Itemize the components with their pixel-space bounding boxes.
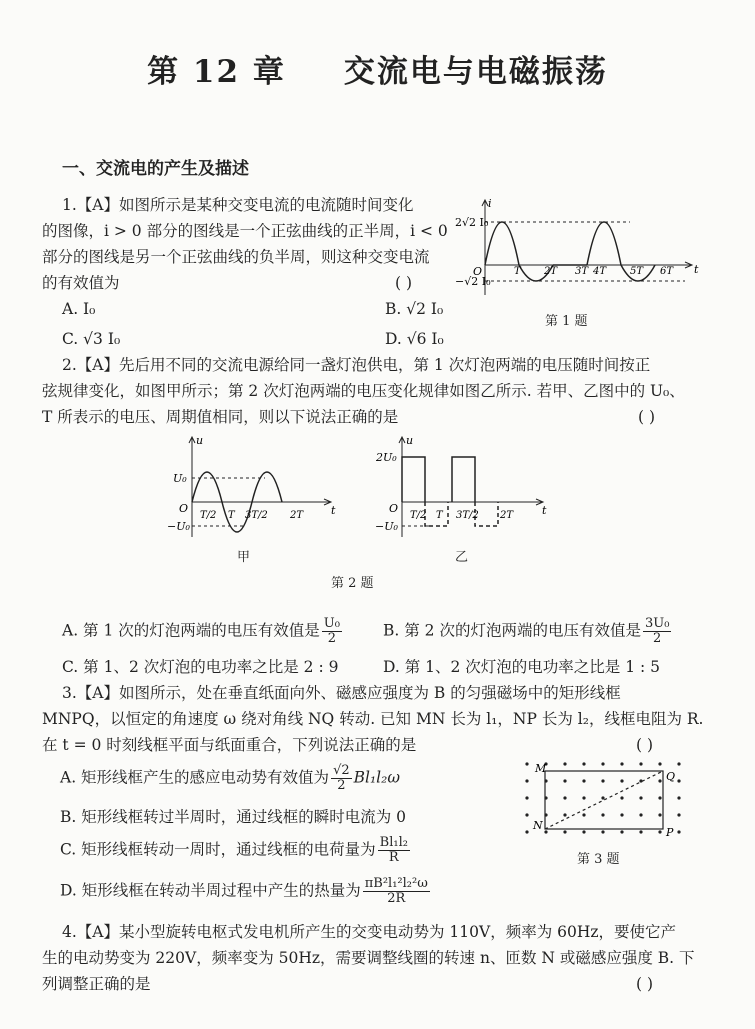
q2-option-b-frac [643,617,671,646]
field-dot [563,796,566,799]
corner-Q: Q [666,770,676,783]
field-dot [525,796,528,799]
q3-line-1: 3.【A】如图所示，处在垂直纸面向外、磁感应强度为 B 的匀强磁场中的矩形线框 [62,684,621,702]
frac-den: 2R [387,891,406,906]
axis-NQ [545,771,663,829]
frac-den: R [388,850,399,865]
q1-tick-6T: 6T [660,266,674,277]
q2b-ybottom: −U₀ [375,520,398,533]
q3-option-a [60,764,400,793]
q2-label-b: 乙 [455,550,469,565]
corner-N: N [533,819,543,832]
frac-num: √2 [333,763,350,778]
q1-tick-T: T [514,266,521,277]
q2b-tick-1: T/2 [410,510,427,521]
field-dot [582,762,585,765]
q3-option-d [60,877,432,906]
q2-option-a [62,617,344,646]
field-dot [639,813,642,816]
field-dot [677,830,680,833]
field-dot [544,830,547,833]
q2-label-a: 甲 [237,550,251,565]
field-dot [658,830,661,833]
q2b-tick-2: T [436,510,443,521]
field-dot [658,813,661,816]
q2-figure-b [370,432,550,542]
q4-line-3: 列调整正确的是 [42,975,151,993]
field-dot [601,762,604,765]
field-dot [601,796,604,799]
q1-option-a: A. I₀ [62,300,96,318]
q1-tick-3T: 3T [575,266,589,277]
field-dot [582,830,585,833]
field-dot [525,779,528,782]
q2-option-a-text: A. 第 1 次的灯泡两端的电压有效值是 [62,621,320,640]
field-dot [658,796,661,799]
q1-option-d: D. √6 I₀ [385,330,444,348]
field-dot [677,762,680,765]
field-dot [639,762,642,765]
field-dot [620,762,623,765]
field-dot [677,796,680,799]
q1-caption: 第 1 题 [545,314,588,329]
q1-axis-t: t [694,263,699,276]
field-dot [601,830,604,833]
field-dot [620,779,623,782]
field-dot [639,796,642,799]
q2a-origin: O [179,502,189,515]
q4-line-1: 4.【A】某小型旋转电枢式发电机所产生的交变电动势为 110V，频率为 60Hz，要使它产 [62,923,677,941]
field-dot [582,813,585,816]
q3-option-c-text: C. 矩形线框转动一周时，通过线框的电荷量为 [60,840,376,859]
q2a-axis-u: u [196,434,204,447]
q1-option-c: C. √3 I₀ [62,330,121,348]
q1-line-3: 部分的图线是另一个正弦曲线的负半周，则这种交变电流 [42,248,430,266]
field-dot [677,813,680,816]
corner-P: P [666,826,674,838]
q2a-tick-4: 2T [290,510,304,521]
field-dot [525,762,528,765]
chapter-number: 第 12 章 [147,54,286,90]
q2b-ytop: 2U₀ [376,451,397,464]
q4-line-2: 生的电动势变为 220V，频率变为 50Hz，需要调整线圈的转速 n、匝数 N 或磁感应强度 B. 下 [42,949,695,967]
q2a-ybottom: −U₀ [167,520,190,533]
frac-den: 2 [653,631,662,646]
q2b-axis-u: u [406,434,414,447]
q1-tick-5T: 5T [630,266,644,277]
q2b-axis-t: t [542,504,547,517]
frac-den: 2 [337,778,346,793]
q2-figure-a [165,432,340,542]
q2-option-d: D. 第 1、2 次灯泡的电功率之比是 1 : 5 [383,658,661,676]
q2a-tick-3: 3T/2 [245,510,268,521]
chapter-title [0,46,755,91]
q3-line-2: MNPQ，以恒定的角速度 ω 绕对角线 NQ 转动. 已知 MN 长为 l₁，NP 长为 l₂，线框电阻为 R. [42,710,704,728]
q2-option-a-frac [322,617,342,646]
q3-option-d-text: D. 矩形线框在转动半周过程中产生的热量为 [60,881,361,900]
q1-axis-i: i [488,197,492,210]
q3-caption: 第 3 题 [577,852,620,867]
q1-tick-2T: 2T [544,266,558,277]
q2-line-2: 弦规律变化，如图甲所示；第 2 次灯泡两端的电压变化规律如图乙所示. 若甲、乙图中的 U₀、 [42,382,685,400]
field-dot [601,813,604,816]
field-dot [525,830,528,833]
q3-option-a-frac [331,764,352,793]
q1-answer-paren: ( ) [395,274,413,292]
q3-figure [515,758,695,838]
q3-answer-paren: ( ) [636,736,654,754]
corner-M: M [535,762,547,775]
q2-line-3: T 所表示的电压、周期值相同，则以下说法正确的是 [42,408,399,426]
frac-num: πB²l₁²l₂²ω [364,876,428,891]
field-dot [525,813,528,816]
q4-answer-paren: ( ) [636,975,654,993]
q1-option-b: B. √2 I₀ [385,300,444,318]
field-dot [563,762,566,765]
field-dot [601,779,604,782]
q2a-tick-2: T [228,510,235,521]
q3-option-a-text: A. 矩形线框产生的感应电动势有效值为 [60,768,330,787]
q2-option-b [383,617,673,646]
q3-line-3: 在 t = 0 时刻线框平面与纸面重合，下列说法正确的是 [42,736,417,754]
q3-option-d-frac [363,877,430,906]
field-dot [582,779,585,782]
frac-num: U₀ [323,616,340,631]
q1-line-2: 的图像，i > 0 部分的图线是一个正弦曲线的正半周，i < 0 [42,222,448,240]
q1-ytop: 2√2 I₀ [455,216,489,229]
field-dot [582,796,585,799]
q2-line-1: 2.【A】先后用不同的交流电源给同一盏灯泡供电，第 1 次灯泡两端的电压随时间按正 [62,356,651,374]
q2-caption: 第 2 题 [331,576,374,591]
q1-figure [455,195,705,300]
field-dot [620,796,623,799]
q2a-axis-t: t [331,504,336,517]
chapter-name: 交流电与电磁振荡 [343,54,608,90]
field-dot [563,813,566,816]
field-dot [658,762,661,765]
q1-line-4: 的有效值为 [42,274,120,292]
q2a-tick-1: T/2 [200,510,217,521]
field-dot [563,830,566,833]
field-dot [658,779,661,782]
q1-origin: O [473,265,483,278]
field-dot [677,779,680,782]
section-heading: 一、交流电的产生及描述 [62,159,249,179]
field-dot [620,830,623,833]
q2b-origin: O [389,502,399,515]
q3-option-c-frac [378,836,410,865]
q3-option-b: B. 矩形线框转过半周时，通过线框的瞬时电流为 0 [60,808,407,826]
frac-num: Bl₁l₂ [379,835,408,850]
field-dot [620,813,623,816]
q1-ybottom: −√2 I₀ [455,275,491,288]
q2-answer-paren: ( ) [638,408,656,426]
q2-option-c: C. 第 1、2 次灯泡的电功率之比是 2 : 9 [62,658,339,676]
q3-option-c [60,836,412,865]
field-dot [639,830,642,833]
q2b-tick-3: 3T/2 [456,510,479,521]
q2a-ytop: U₀ [173,472,187,485]
frac-num: 3U₀ [644,616,670,631]
q1-tick-4T: 4T [593,266,607,277]
q2b-tick-4: 2T [500,510,514,521]
q2-option-b-text: B. 第 2 次的灯泡两端的电压有效值是 [383,621,641,640]
q3-option-a-tail: Bl₁l₂ω [353,768,400,787]
q1-line-1: 1.【A】如图所示是某种交变电流的电流随时间变化 [62,196,414,214]
field-dot [563,779,566,782]
frac-den: 2 [327,631,336,646]
